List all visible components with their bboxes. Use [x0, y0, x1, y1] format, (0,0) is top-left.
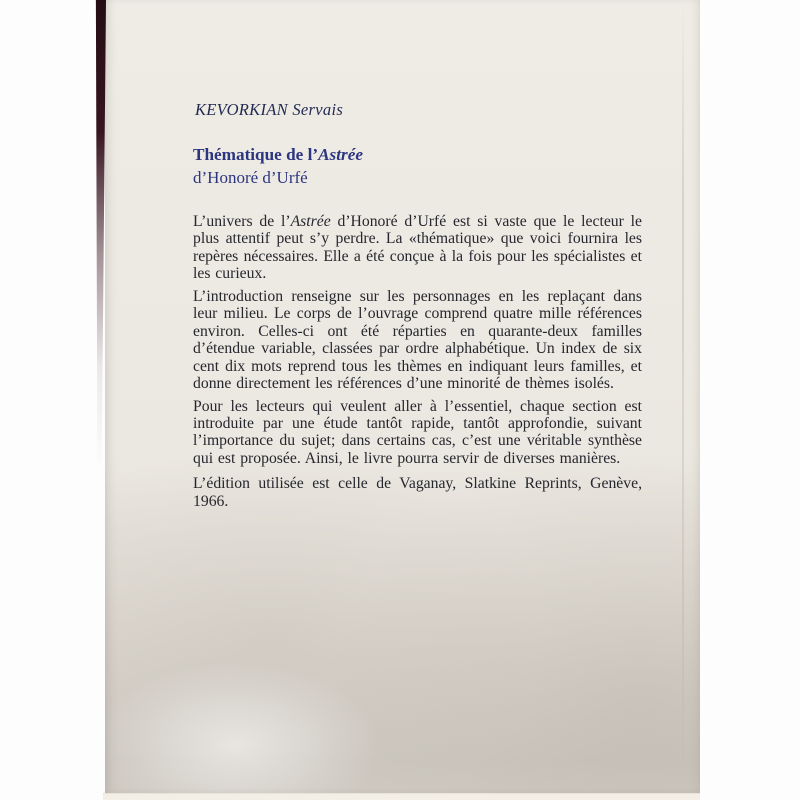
blurb-p1-italic: Astrée: [290, 213, 331, 230]
back-cover-blurb: [193, 213, 642, 515]
blurb-p1-after: d’Honoré d’Urfé est si vaste que le lecteur le plus attentif peut s’y perdre. La «thématique» que voici fournira les repères nécessaires. Elle a été conçue à la fois pour les spécialistes et les curieux.: [193, 213, 642, 283]
page-block-bottom-edge: [103, 793, 700, 800]
book-title-italic: Astrée: [318, 145, 363, 164]
cover-crease-line: [682, 0, 684, 793]
book-back-cover: [105, 0, 700, 793]
book-subtitle: d’Honoré d’Urfé: [193, 168, 308, 187]
blurb-paragraph-2: L’introduction renseigne sur les personnages en les replaçant dans leur milieu. Le corps de l’ouvrage comprend quatre mille références environ. Celles-ci ont été réparties en quarante-deux familles d’étendue variable, classées par ordre alphabétique. Un index de six cent dix mots reprend tous les thèmes en indiquant leurs familles, et donne directement les références d’une minorité de thèmes isolés.: [193, 287, 642, 393]
blurb-paragraph-3: Pour les lecteurs qui veulent aller à l’essentiel, chaque section est introduite par une étude tantôt rapide, tantôt approfondie, suivant l’importance du sujet; dans certains cas, c’est une véritable synthèse qui est proposée. Ainsi, le livre pourra servir de diverses manières.: [193, 397, 642, 467]
blurb-paragraph-4: L’édition utilisée est celle de Vaganay, Slatkine Reprints, Genève, 1966.: [193, 475, 642, 510]
blurb-paragraph-1: [193, 213, 642, 283]
book-title: [193, 144, 363, 166]
book-title-main: Thématique de l’: [193, 145, 319, 164]
author-line: KEVORKIAN Servais: [195, 100, 344, 119]
blurb-p1-before: L’univers de l’: [193, 213, 291, 230]
